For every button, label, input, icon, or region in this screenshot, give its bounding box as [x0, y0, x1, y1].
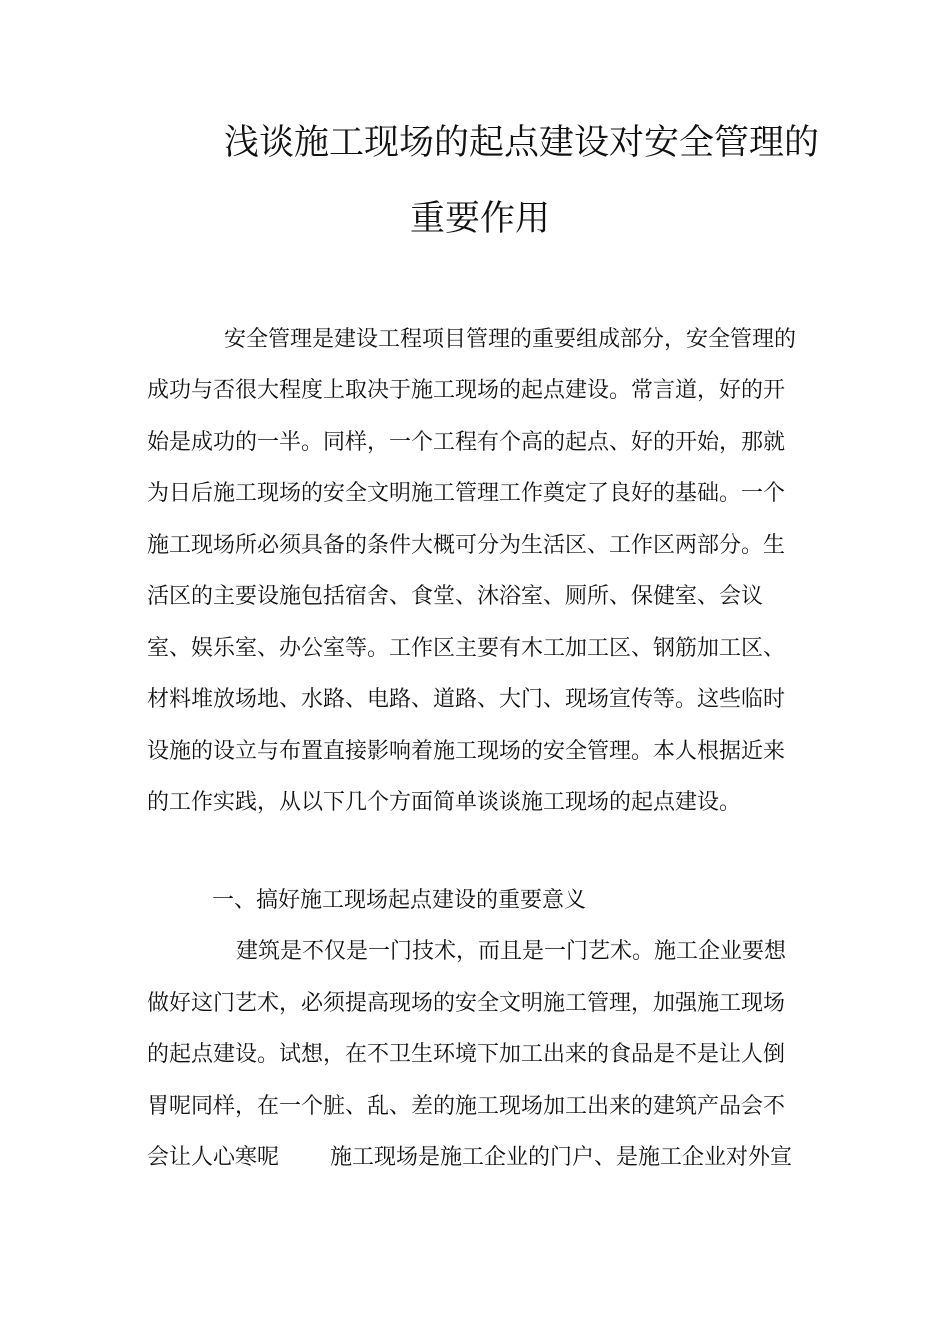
paragraph-1-line-6: 活区的主要设施包括宿舍、食堂、沐浴室、厕所、保健室、会议 — [147, 584, 764, 609]
document-title-line-1: 浅谈施工现场的起点建设对安全管理的 — [224, 123, 820, 163]
section-1-heading: 一、搞好施工现场起点建设的重要意义 — [212, 888, 587, 913]
paragraph-1-line-7: 室、娱乐室、办公室等。工作区主要有木工加工区、钢筋加工区、 — [147, 636, 786, 661]
paragraph-2-line-1: 建筑是不仅是一门技术，而且是一门艺术。施工企业要想 — [236, 939, 787, 964]
paragraph-1-line-3: 始是成功的一半。同样，一个工程有个高的起点、好的开始，那就 — [147, 430, 786, 455]
paragraph-2-line-5-right: 施工现场是施工企业的门户、是施工企业对外宣 — [330, 1145, 793, 1170]
paragraph-1-line-8: 材料堆放场地、水路、电路、道路、大门、现场宣传等。这些临时 — [147, 687, 786, 712]
paragraph-2-line-2: 做好这门艺术，必须提高现场的安全文明施工管理，加强施工现场 — [147, 991, 786, 1016]
paragraph-2-line-3: 的起点建设。试想，在不卫生环境下加工出来的食品是不是让人倒 — [147, 1042, 786, 1067]
paragraph-1-line-1: 安全管理是建设工程项目管理的重要组成部分，安全管理的 — [224, 327, 797, 352]
document-title-line-2: 重要作用 — [410, 199, 551, 239]
paragraph-1-line-9: 设施的设立与布置直接影响着施工现场的安全管理。本人根据近来 — [147, 739, 786, 764]
paragraph-2-line-5-left: 会让人心寒呢 — [147, 1145, 280, 1170]
paragraph-1-line-2: 成功与否很大程度上取决于施工现场的起点建设。常言道，好的开 — [147, 378, 786, 403]
paragraph-1-line-5: 施工现场所必须具备的条件大概可分为生活区、工作区两部分。生 — [147, 533, 786, 558]
paragraph-1-line-10: 的工作实践，从以下几个方面简单谈谈施工现场的起点建设。 — [147, 790, 742, 815]
paragraph-1-line-4: 为日后施工现场的安全文明施工管理工作奠定了良好的基础。一个 — [147, 481, 786, 506]
paragraph-2-line-4: 胃呢同样，在一个脏、乱、差的施工现场加工出来的建筑产品会不 — [147, 1094, 786, 1119]
